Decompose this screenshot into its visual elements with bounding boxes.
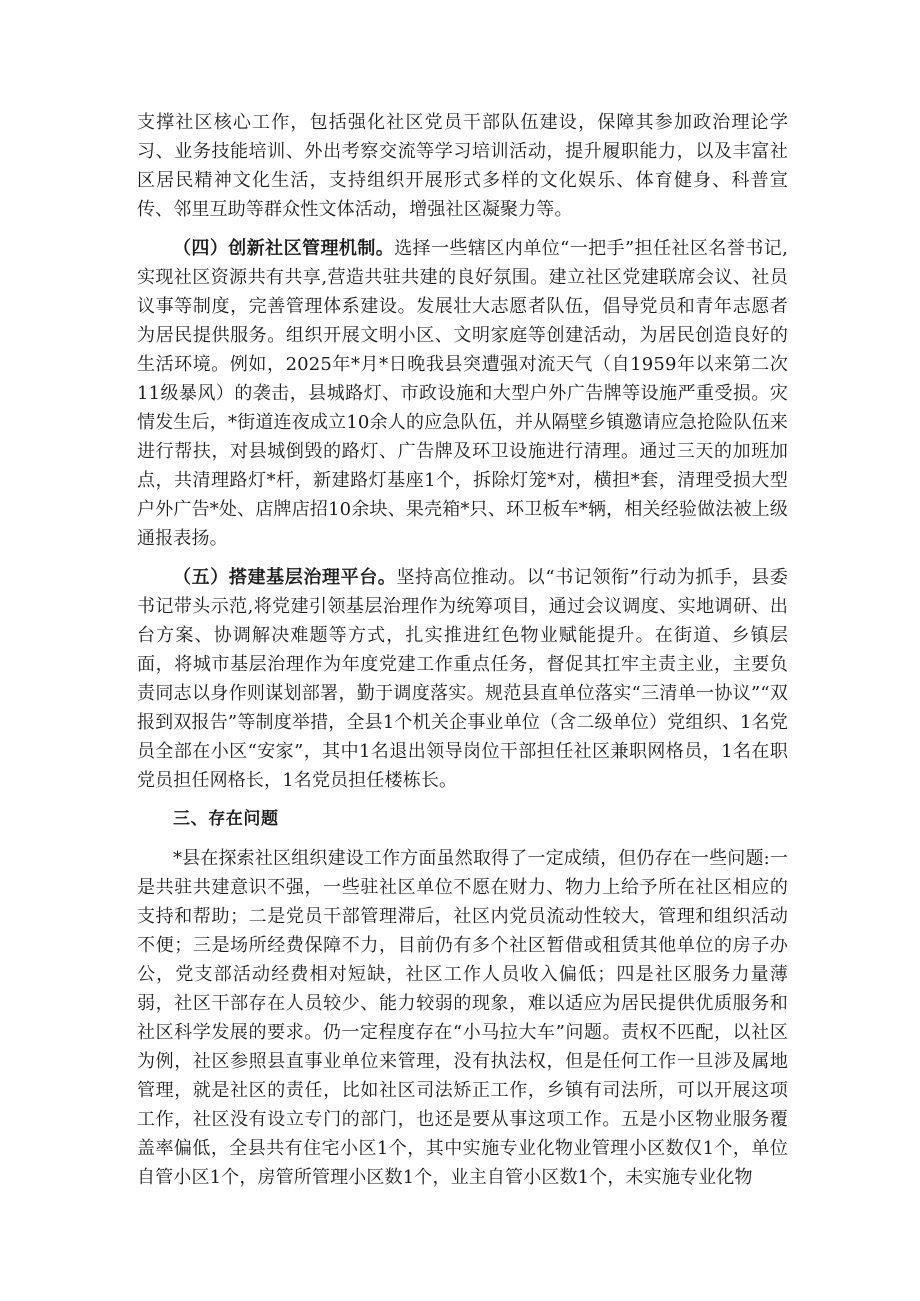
paragraph-existing-problems: *县在探索社区组织建设工作方面虽然取得了一定成绩，但仍存在一些问题:一是共驻共建意识不强，一些驻社区单位不愿在财力、物力上给予所在社区相应的支持和帮助；二是党员干部管理滞后，社区内党员流动性较大，管理和组织活动不便；三是场所经费保障不力，目前仍有多个社区暂借或租赁其他单位的房子办公，党支部活动经费相对短缺，社区工作人员收入偏低；四是社区服务力量薄弱，社区干部存在人员较少、能力较弱的现象，难以适应为居民提供优质服务和社区科学发展的要求。仍一定程度存在“小马拉大车”问题。责权不匹配，以社区为例，社区参照县直事业单位来管理，没有执法权，但是任何工作一旦涉及属地管理，就是社区的责任，比如社区司法矫正工作，乡镇有司法所，可以开展这项工作，社区没有设立专门的部门，也还是要从事这项工作。五是小区物业服务覆盖率偏低，全县共有住宅小区1个，其中实施专业化物业管理小区数仅1个，单位自管小区1个，房管所管理小区数1个，业主自管小区数1个，未实施专业化物: [137, 848, 788, 1188]
paragraph-governance-platform: [137, 563, 788, 795]
paragraph-body-innovate-management: 选择一些辖区内单位“一把手”担任社区名誉书记,实现社区资源共有共享,营造共驻共建的良好氛围。建立社区党建联席会议、社员议事等制度，完善管理体系建设。发展壮大志愿者队伍，倡导党员和青年志愿者为居民提供服务。组织开展文明小区、文明家庭等创建活动，为居民创造良好的生活环境。例如，2025年*月*日晚我县突遭强对流天气（自1959年以来第二次11级暴风）的袭击，县城路灯、市政设施和大型户外广告牌等设施严重受损。灾情发生后，*街道连夜成立10余人的应急队伍，并从隔壁乡镇邀请应急抢险队伍来进行帮扶，对县城倒毁的路灯、广告牌及环卫设施进行清理。通过三天的加班加点，共清理路灯*杆，新建路灯基座1个，拆除灯笼*对，横担*套，清理受损大型户外广告*处、店牌店招10余块、果壳箱*只、环卫板车*辆，相关经验做法被上级通报表扬。: [137, 238, 788, 549]
paragraph-community-funding: 支撑社区核心工作，包括强化社区党员干部队伍建设，保障其参加政治理论学习、业务技能培训、外出考察交流等学习培训活动，提升履职能力，以及丰富社区居民精神文化生活，支持组织开展形式多样的文化娱乐、体育健身、科普宣传、邻里互助等群众性文体活动，增强社区凝聚力等。: [137, 112, 788, 220]
paragraph-innovate-management: [137, 234, 788, 553]
paragraph-lead-innovate-management: （四）创新社区管理机制。: [173, 238, 395, 259]
paragraph-lead-governance-platform: （五）搭建基层治理平台。: [173, 567, 397, 588]
section-heading-existing-problems: 三、存在问题: [173, 809, 279, 829]
paragraph-body-governance-platform: 坚持高位推动。以“书记领衔”行动为抓手，县委书记带头示范,将党建引领基层治理作为统筹项目，通过会议调度、实地调研、出台方案、协调解决难题等方式，扎实推进红色物业赋能提升。在街道、乡镇层面，将城市基层治理作为年度党建工作重点任务，督促其扛牢主责主业，主要负责同志以身作则谋划部署，勤于调度落实。规范县直单位落实“三清单一协议”“双报到双报告”等制度举措，全县1个机关企事业单位（含二级单位）党组织、1名党员全部在小区“安家”，其中1名退出领导岗位干部担任社区兼职网格员，1名在职党员担任网格长，1名党员担任楼栋长。: [137, 567, 788, 791]
